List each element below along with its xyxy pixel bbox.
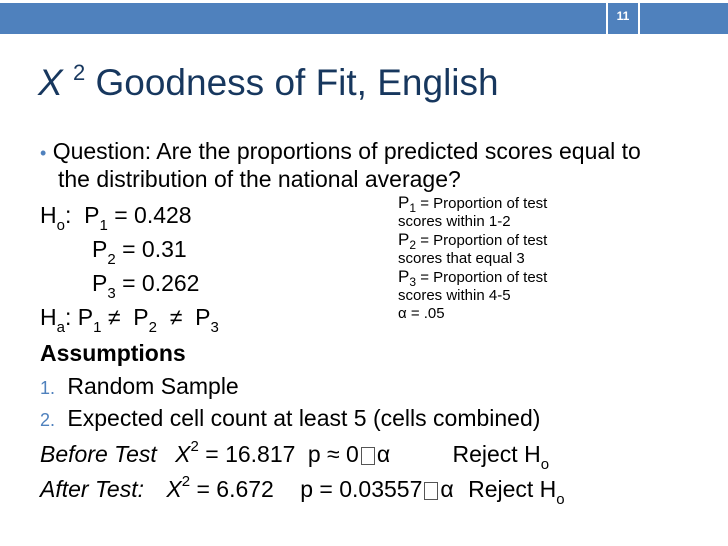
h0-sep: :: [64, 202, 85, 228]
assumption-num-2: 2.: [40, 410, 56, 430]
bullet-icon: •: [40, 143, 47, 163]
note-p3-cont: scores within 4-5: [398, 287, 511, 304]
h0-p2-value: = 0.31: [115, 236, 187, 262]
slide-number: 11: [616, 9, 630, 23]
note-p1-text: = Proportion of test: [416, 195, 548, 212]
chi-exponent: 2: [72, 60, 86, 85]
h0-label: H: [40, 202, 57, 228]
h0-line-2: [92, 236, 187, 268]
note-p1-cont: scores within 1-2: [398, 213, 511, 230]
h0-p3-sub: 3: [107, 285, 116, 302]
before-stat: = 16.817: [198, 441, 296, 467]
ha-p1-sub: 1: [93, 319, 102, 336]
assumption-item-1: [40, 373, 239, 400]
before-decision: Reject H: [452, 441, 541, 467]
assumption-text-2: Expected cell count at least 5 (cells combined): [67, 405, 541, 431]
before-alpha: α: [376, 441, 391, 467]
before-decision-sub: o: [540, 456, 550, 473]
missing-glyph-icon: [361, 447, 375, 465]
h0-p3-value: = 0.262: [115, 270, 200, 296]
ha-p3-sub: 3: [210, 319, 219, 336]
h0-p1-value: = 0.428: [107, 202, 192, 228]
after-chi-exp: 2: [181, 473, 191, 490]
note-p2-text: = Proportion of test: [416, 232, 548, 249]
h0-p2-sub: 2: [107, 251, 116, 268]
ha-p2-sub: 2: [148, 319, 157, 336]
after-p: p = 0.03557: [300, 476, 423, 502]
after-alpha: α: [440, 476, 454, 502]
after-label: After Test:: [40, 476, 144, 502]
question-line-2: [58, 166, 461, 193]
assumptions-heading: Assumptions: [40, 340, 186, 366]
after-decision: Reject H: [468, 476, 557, 502]
assumption-text-1: Random Sample: [67, 373, 239, 399]
h0-label-sub: o: [56, 217, 65, 234]
title-text: Goodness of Fit, English: [95, 62, 499, 103]
assumption-item-2: [40, 405, 540, 432]
after-decision-sub: o: [556, 491, 565, 508]
h0-line-1: [40, 202, 192, 234]
ha-neq-1: ≠ P: [101, 304, 149, 330]
note-p2-cont: scores that equal 3: [398, 250, 525, 267]
h0-p1: P: [84, 202, 100, 228]
question-text-1: Question: Are the proportions of predicted scores equal to: [52, 138, 641, 164]
ha-label: H: [40, 304, 57, 330]
after-stat: = 6.672: [190, 476, 274, 502]
ha-prefix: : P: [64, 304, 94, 330]
ha-line: [40, 304, 219, 336]
note-p3: P: [398, 267, 410, 286]
note-p2: P: [398, 230, 410, 249]
note-p2-sub: 2: [409, 238, 417, 252]
note-p3-text: = Proportion of test: [416, 269, 548, 286]
chi-symbol: X: [38, 62, 63, 103]
question-text-2: the distribution of the national average?: [58, 166, 461, 192]
after-test-line: [40, 473, 565, 508]
after-chi: X: [166, 476, 182, 502]
definitions-note: [398, 194, 547, 323]
h0-p2: P: [92, 236, 108, 262]
h0-p3: P: [92, 270, 108, 296]
missing-glyph-icon: [424, 482, 438, 500]
note-alpha: α = .05: [398, 305, 445, 322]
ha-label-sub: a: [56, 319, 65, 336]
note-p1-sub: 1: [409, 201, 417, 215]
before-test-line: [40, 438, 550, 473]
before-chi-exp: 2: [190, 438, 199, 455]
assumption-num-1: 1.: [40, 378, 56, 398]
h0-p1-sub: 1: [99, 217, 108, 234]
before-p: p ≈ 0: [307, 441, 359, 467]
h0-line-3: [92, 270, 200, 302]
note-p1: P: [398, 193, 410, 212]
before-label: Before Test: [40, 441, 157, 467]
before-chi: X: [175, 441, 191, 467]
question-line-1: [40, 138, 641, 165]
ha-neq-2: ≠ P: [156, 304, 211, 330]
note-p3-sub: 3: [409, 275, 417, 289]
slide-title: [38, 62, 499, 104]
